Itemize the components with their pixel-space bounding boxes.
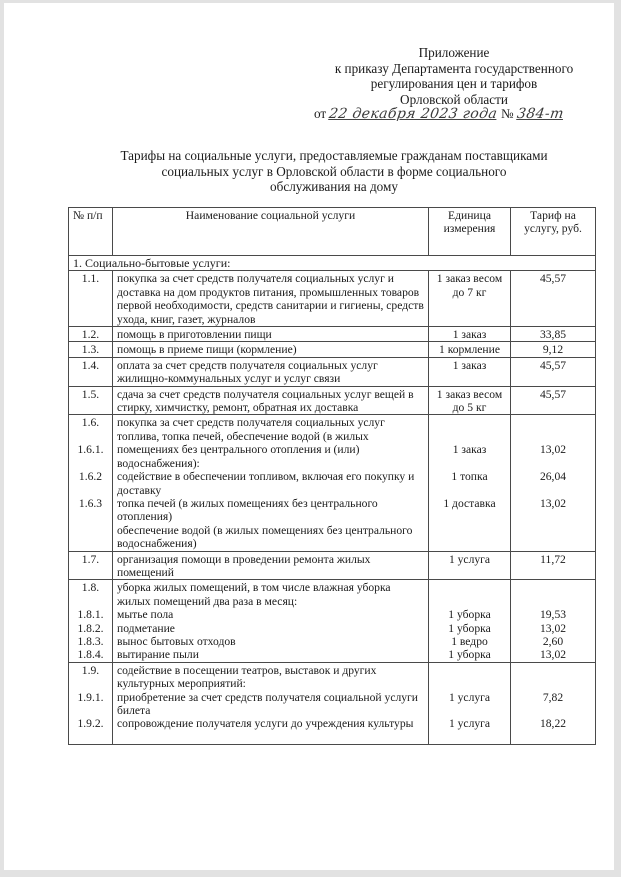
spacer [73, 430, 108, 443]
subservice-name: содействие в обеспечении топливом, включая его покупку и доставку [117, 470, 415, 497]
spacer [515, 704, 591, 717]
row-number [69, 415, 113, 551]
subrow-number: 1.8.1. [77, 608, 104, 622]
title-line: социальных услуг в Орловской области в форме социального [161, 163, 507, 179]
unit-of-measure: 1 заказ весом до 7 кг [429, 271, 511, 327]
spacer [433, 457, 506, 470]
order-date-handwritten: 22 декабря 2023 года [328, 106, 499, 122]
subservice-tariff: 13,02 [539, 443, 567, 457]
spacer [515, 457, 591, 470]
spacer [433, 416, 506, 429]
subrow-number: 1.9.1. [77, 690, 104, 704]
service-name [113, 415, 429, 551]
appendix-header [304, 45, 604, 107]
order-prefix: от [314, 106, 327, 121]
tariffs-table [68, 207, 596, 745]
service-name: сдача за счет средств получателя социальных услуг вещей в стирку, химчистку, ремонт, обратная их доставка [113, 386, 429, 415]
tariff-value: 9,12 [511, 342, 596, 357]
row-number: 1.5. [69, 386, 113, 415]
appendix-line: к приказу Департамента государственного [334, 60, 574, 76]
tariff-value: 11,72 [511, 551, 596, 580]
spacer [433, 731, 506, 744]
unit-of-measure: 1 кормление [429, 342, 511, 357]
spacer [515, 731, 591, 744]
unit-of-measure [429, 580, 511, 662]
table-row [69, 415, 596, 551]
tariff-value: 45,57 [511, 271, 596, 327]
table-row [69, 271, 596, 327]
document-page [4, 3, 614, 870]
service-name [113, 662, 429, 744]
subservice-tariff: 13,02 [539, 496, 567, 510]
column-header-unit: Единица измерения [429, 208, 511, 256]
subrow-number: 1.6.3 [78, 496, 103, 510]
table-header-row [69, 208, 596, 256]
spacer [73, 595, 108, 608]
subservice-name: сопровождение получателя услуги до учреждения культуры [117, 717, 414, 731]
service-name: помощь в приготовлении пищи [113, 327, 429, 342]
order-reference [314, 106, 604, 122]
spacer [433, 664, 506, 677]
row-number-parent: 1.8. [81, 581, 100, 595]
order-number-label: № [500, 106, 514, 121]
tariff-value: 33,85 [511, 327, 596, 342]
spacer [73, 704, 108, 717]
spacer [433, 581, 506, 594]
spacer [433, 677, 506, 690]
spacer [73, 457, 108, 470]
spacer [433, 704, 506, 717]
row-number: 1.4. [69, 357, 113, 386]
subservice-tariff: 13,02 [539, 621, 567, 635]
spacer [433, 430, 506, 443]
row-number-parent: 1.6. [81, 416, 100, 430]
row-number: 1.1. [69, 271, 113, 327]
appendix-line: регулирования цен и тарифов [370, 76, 538, 91]
row-number: 1.7. [69, 551, 113, 580]
subservice-unit: 1 заказ [452, 443, 487, 457]
subrow-number: 1.6.1. [77, 443, 104, 457]
subservice-unit: 1 услуга [448, 690, 491, 704]
subservice-name: вынос бытовых отходов [117, 634, 236, 648]
spacer [73, 483, 108, 496]
appendix-line: Орловской области [400, 91, 508, 107]
title-line: Тарифы на социальные услуги, предоставляемые гражданам поставщиками [120, 148, 548, 163]
order-number-handwritten: 384-т [515, 106, 565, 122]
subservice-name: обеспечение водой (в жилых помещениях без центрального водоснабжения) [117, 523, 413, 551]
tariff-value: 45,57 [511, 386, 596, 415]
subrow-number: 1.8.4. [77, 648, 104, 662]
service-group-name: уборка жилых помещений, в том числе влажная уборка жилых помещений два раза в месяц: [117, 581, 391, 608]
spacer [515, 510, 591, 523]
row-number: 1.2. [69, 327, 113, 342]
subservice-unit: 1 услуга [448, 717, 491, 731]
service-name: помощь в приеме пищи (кормление) [113, 342, 429, 357]
row-number-parent: 1.9. [81, 663, 100, 677]
column-header-tariff: Тариф на услугу, руб. [511, 208, 596, 256]
spacer [433, 483, 506, 496]
table-body [69, 256, 596, 745]
table-row [69, 327, 596, 342]
subservice-name: мытье пола [117, 608, 174, 622]
spacer [515, 595, 591, 608]
subrow-number: 1.8.2. [77, 621, 104, 635]
spacer [515, 430, 591, 443]
table-row [69, 386, 596, 415]
spacer [73, 731, 108, 744]
row-number: 1.3. [69, 342, 113, 357]
service-group-name: содействие в посещении театров, выставок и других культурных мероприятий: [117, 663, 377, 691]
section-title: 1. Социально-бытовые услуги: [69, 256, 596, 271]
tariff-value [511, 662, 596, 744]
subservice-name: топка печей (в жилых помещениях без центрального отопления) [117, 496, 378, 524]
spacer [515, 677, 591, 690]
subservice-name: подметание [117, 621, 175, 635]
spacer [433, 510, 506, 523]
service-name: оплата за счет средств получателя социальных услуг жилищно-коммунальных услуг и услуг связи [113, 357, 429, 386]
subservice-unit: 1 ведро [451, 634, 488, 648]
subservice-name: приобретение за счет средств получателя социальной услуги билета [117, 690, 419, 717]
spacer [515, 483, 591, 496]
subservice-name: вытирание пыли [117, 648, 199, 662]
subservice-tariff: 13,02 [539, 648, 567, 662]
service-group-name: покупка за счет средств получателя социальных услуг топлива, топка печей, обеспечение водой (в жилых помещениях без центрального отопления и (или) водоснабжения): [117, 416, 385, 470]
unit-of-measure: 1 заказ [429, 357, 511, 386]
unit-of-measure: 1 заказ [429, 327, 511, 342]
table-row [69, 580, 596, 662]
tariff-value [511, 580, 596, 662]
tariff-value [511, 415, 596, 551]
subservice-unit: 1 топка [451, 470, 488, 484]
spacer [433, 595, 506, 608]
service-name [113, 580, 429, 662]
subservice-tariff: 26,04 [539, 470, 567, 484]
subservice-unit: 1 уборка [448, 648, 491, 662]
subrow-number: 1.9.2. [77, 717, 104, 731]
table-row [69, 551, 596, 580]
column-header-service-name: Наименование социальной услуги [113, 208, 429, 256]
subservice-tariff: 19,53 [539, 608, 567, 622]
subservice-tariff: 7,82 [542, 690, 564, 704]
unit-of-measure [429, 662, 511, 744]
title-line: обслуживания на дому [270, 179, 398, 195]
appendix-title: Приложение [418, 45, 490, 60]
subservice-unit: 1 уборка [448, 621, 491, 635]
spacer [73, 510, 108, 523]
service-name: организация помощи в проведении ремонта жилых помещений [113, 551, 429, 580]
service-name: покупка за счет средств получателя социальных услуг и доставка на дом продуктов питания, промышленных товаров первой необходимости, средств санитарии и гигиены, средств ухода, книг, газет, журналов [113, 271, 429, 327]
document-title [64, 148, 604, 195]
subservice-tariff: 2,60 [542, 634, 564, 648]
spacer [515, 581, 591, 594]
unit-of-measure [429, 415, 511, 551]
column-header-number: № п/п [69, 208, 113, 256]
tariff-value: 45,57 [511, 357, 596, 386]
subservice-tariff: 18,22 [539, 717, 567, 731]
subrow-number: 1.6.2 [78, 470, 103, 484]
row-number [69, 580, 113, 662]
row-number [69, 662, 113, 744]
section-row [69, 256, 596, 271]
spacer [515, 664, 591, 677]
subrow-number: 1.8.3. [77, 634, 104, 648]
unit-of-measure: 1 заказ весом до 5 кг [429, 386, 511, 415]
subservice-unit: 1 уборка [448, 608, 491, 622]
table-row [69, 342, 596, 357]
subservice-unit: 1 доставка [443, 496, 496, 510]
spacer [515, 416, 591, 429]
unit-of-measure: 1 услуга [429, 551, 511, 580]
table-row [69, 357, 596, 386]
spacer [73, 677, 108, 690]
table-row [69, 662, 596, 744]
